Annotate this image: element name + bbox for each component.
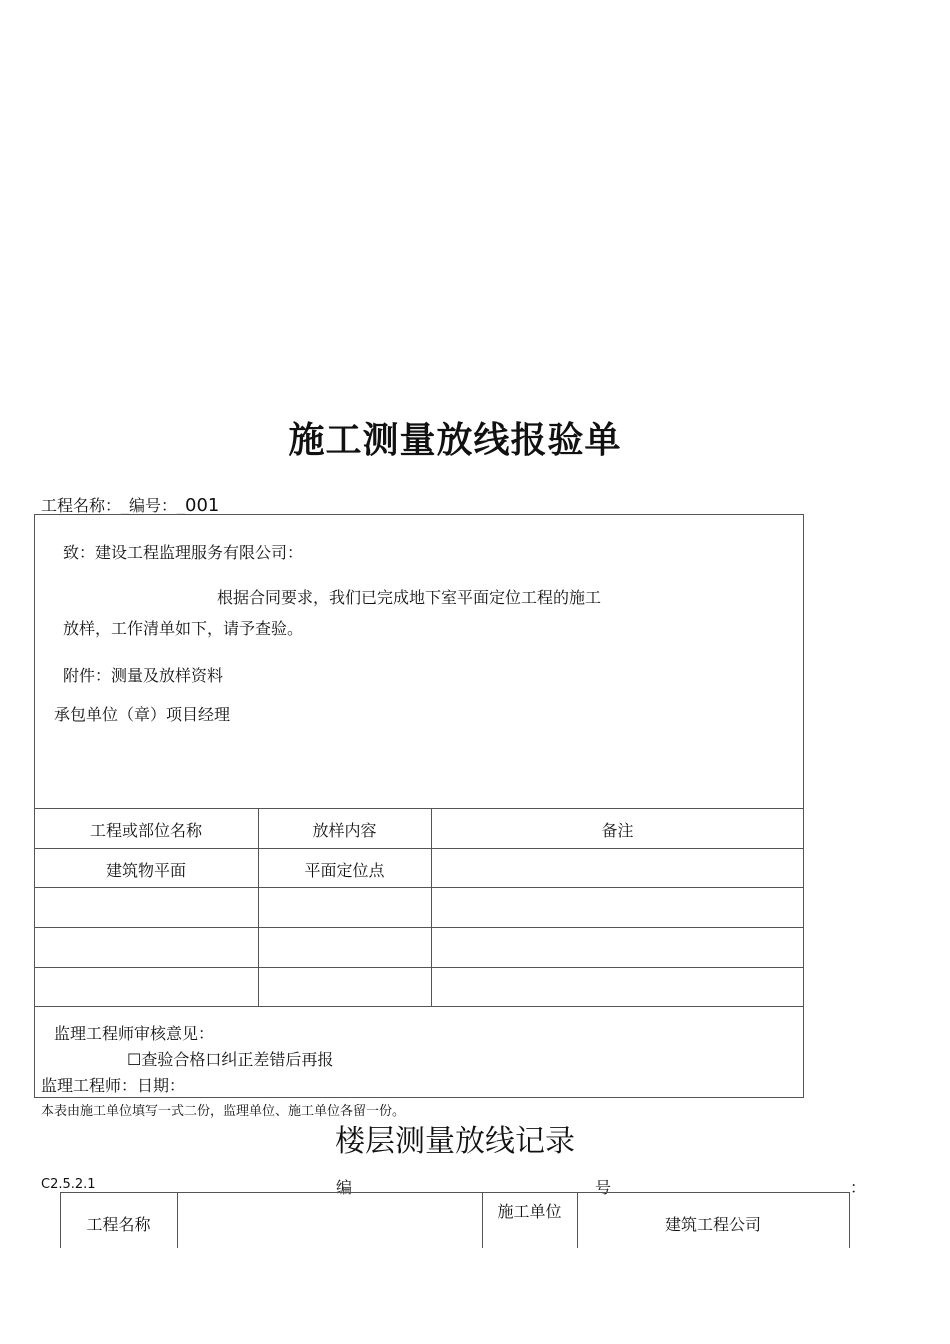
form2-title: 楼层测量放线记录 (335, 1124, 575, 1159)
table-cell: 建筑物平面 (105, 861, 186, 880)
review-label: 监理工程师审核意见： (54, 1024, 215, 1043)
table-cell: 平面定位点 (304, 861, 385, 880)
addressee: 致：建设工程监理服务有限公司： (63, 543, 304, 562)
attachment: 附件：测量及放样资料 (63, 666, 224, 685)
col-header-content: 放样内容 (312, 821, 377, 840)
table-line (34, 967, 804, 968)
form2-table-line (177, 1192, 178, 1248)
body-line-1: 根据合同要求，我们已完成地下室平面定位工程的施工 (217, 588, 602, 607)
table-line (34, 808, 804, 809)
table-line (34, 887, 804, 888)
contractor-signature: 承包单位（章）项目经理 (54, 705, 231, 724)
checkbox-icon[interactable]: ☐ (127, 1050, 142, 1069)
table-line (34, 848, 804, 849)
review-options (127, 1047, 333, 1070)
form2-bian: 编 (336, 1178, 353, 1197)
project-line (41, 493, 219, 516)
col-header-part-name: 工程或部位名称 (89, 821, 202, 840)
construction-unit-label: 施工单位 (497, 1202, 562, 1221)
table-line (34, 1006, 804, 1007)
engineer-date: 监理工程师：日期： (41, 1076, 186, 1095)
form-number: 001 (185, 495, 220, 516)
project-name-label: 工程名称 (86, 1215, 151, 1234)
form2-colon: ： (850, 1178, 867, 1197)
form2-table-line (60, 1192, 850, 1193)
table-line (34, 927, 804, 928)
footnote: 本表由施工单位填写一式二份，监理单位、施工单位各留一份。 (41, 1104, 406, 1119)
body-line-2: 放样，工作清单如下，请予查验。 (63, 619, 304, 638)
form2-table-line (849, 1192, 850, 1248)
form-title: 施工测量放线报验单 (288, 420, 622, 461)
project-line-label: 工程名称：_编号：_ (41, 496, 186, 515)
review-options-text: 查验合格口纠正差错后再报 (141, 1050, 334, 1069)
col-header-remark: 备注 (601, 821, 634, 840)
form2-code: C2.5.2.1 (41, 1177, 96, 1192)
construction-unit-value: 建筑工程公司 (664, 1215, 761, 1234)
form2-hao: 号 (595, 1178, 612, 1197)
